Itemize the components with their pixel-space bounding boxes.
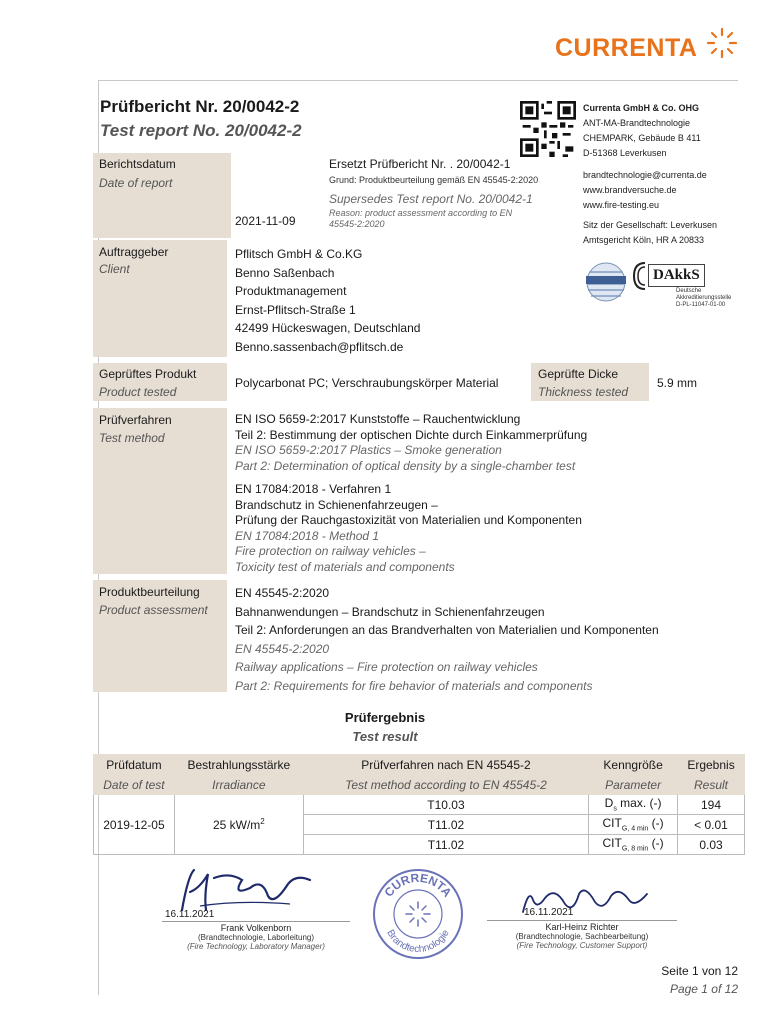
report-date-value: 2021-11-09	[235, 214, 296, 228]
assessment-label-en: Product assessment	[99, 603, 208, 617]
company-registration	[583, 218, 717, 248]
product-label-cell	[93, 363, 227, 401]
signature-left-date: 16.11.2021	[165, 909, 215, 920]
method-line-en: Part 2: Determination of optical density by a single-chamber test	[235, 458, 576, 473]
signature-left-line	[162, 921, 350, 922]
company-contact	[583, 168, 707, 213]
supersedes-reason: Grund: Produktbeurteilung gemäß EN 45545-2:2020	[329, 175, 539, 185]
assessment-text	[235, 584, 659, 695]
product-value: Polycarbonat PC; Verschraubungskörper Material	[235, 376, 499, 390]
results-table	[93, 754, 745, 855]
header-irradiance: Bestrahlungsstärke	[174, 755, 303, 775]
method-line: Prüfung der Rauchgastoxizität von Materialien und Komponenten	[235, 513, 582, 527]
company-court: Amtsgericht Köln, HR A 20833	[583, 235, 705, 245]
row-result: 0.03	[678, 835, 745, 855]
signatory-right-name: Karl-Heinz Richter	[545, 922, 619, 932]
report-date-label: Berichtsdatum	[99, 157, 176, 171]
iso-certification-icon	[582, 257, 638, 307]
method-line-en: Fire protection on railway vehicles –	[235, 544, 426, 558]
method-line: Teil 2: Bestimmung der optischen Dichte durch Einkammerprüfung	[235, 427, 588, 442]
method-label-en: Test method	[99, 431, 165, 445]
signature-right-line	[487, 920, 677, 921]
page-number: Seite 1 von 12	[661, 964, 738, 978]
row-method: T10.03	[303, 795, 588, 815]
company-building: CHEMPARK, Gebäude B 411	[583, 133, 701, 143]
report-date-label-en: Date of report	[99, 176, 173, 190]
client-line: Produktmanagement	[235, 284, 347, 298]
method-line-en: EN 17084:2018 - Method 1	[235, 528, 380, 543]
dakks-logo	[632, 258, 740, 310]
client-label: Auftraggeber	[99, 245, 169, 259]
product-label-en: Product tested	[99, 385, 177, 399]
thickness-label-cell	[531, 363, 649, 401]
svg-text:CURRENTA: CURRENTA	[381, 870, 455, 900]
signature-right-date: 16.11.2021	[524, 907, 574, 918]
company-seat: Sitz der Gesellschaft: Leverkusen	[583, 220, 718, 230]
method-label: Prüfverfahren	[99, 413, 172, 427]
table-row	[94, 795, 745, 815]
header-result: Ergebnis	[678, 755, 745, 775]
client-line: Pflitsch GmbH & Co.KG	[235, 247, 363, 261]
assessment-label-cell	[93, 580, 227, 692]
method-line-en: EN ISO 5659-2:2017 Plastics – Smoke generation	[235, 443, 502, 457]
dakks-bracket-icon	[632, 262, 646, 290]
company-seal-icon	[372, 868, 464, 960]
client-label-cell	[93, 240, 227, 357]
row-result: < 0.01	[678, 815, 745, 835]
row-method: T11.02	[303, 815, 588, 835]
signatory-left-role-en: (Fire Technology, Laboratory Manager)	[187, 942, 325, 951]
header-date: Prüfdatum	[94, 755, 175, 775]
assessment-line-en: EN 45545-2:2020	[235, 641, 330, 656]
client-label-en: Client	[99, 262, 130, 276]
signature-right-block	[487, 922, 677, 950]
report-title: Prüfbericht Nr. 20/0042-2	[100, 97, 300, 116]
company-name: Currenta GmbH & Co. OHG	[583, 103, 700, 113]
product-label: Geprüftes Produkt	[99, 367, 197, 381]
company-dept: ANT-MA-Brandtechnologie	[583, 118, 691, 128]
method-line: Brandschutz in Schienenfahrzeugen –	[235, 497, 438, 512]
assessment-line-en: Part 2: Requirements for fire behavior of materials and components	[235, 678, 593, 693]
client-address	[235, 245, 420, 356]
results-header-row	[94, 755, 745, 775]
sunburst-icon	[705, 26, 739, 60]
row-parameter: $CIT_{G, 4 min}$ (-)	[589, 815, 678, 835]
report-date-label-cell	[93, 153, 231, 238]
assessment-line: Teil 2: Anforderungen an das Brandverhalten von Materialien und Komponenten	[235, 623, 659, 637]
signature-left-block	[162, 923, 350, 951]
supersedes-reason-en-1: Reason: product assessment according to EN	[329, 208, 513, 218]
row-parameter: $CIT_{G, 8 min}$ (-)	[589, 835, 678, 855]
company-web-1[interactable]: www.brandversuche.de	[583, 185, 677, 195]
assessment-line-en: Railway applications – Fire protection on railway vehicles	[235, 660, 538, 674]
company-email[interactable]: brandtechnologie@currenta.de	[583, 170, 707, 180]
supersedes-text: Ersetzt Prüfbericht Nr. . 20/0042-1	[329, 157, 511, 171]
results-title-en: Test result	[352, 729, 418, 744]
assessment-line: EN 45545-2:2020	[235, 586, 330, 600]
company-address	[583, 101, 701, 161]
signatory-right-role: (Brandtechnologie, Sachbearbeitung)	[515, 932, 649, 941]
header-parameter: Kenngröße	[589, 755, 678, 775]
client-email[interactable]: Benno.sassenbach@pflitsch.de	[235, 339, 404, 354]
client-line: Benno Saßenbach	[235, 265, 335, 280]
row-result: 194	[678, 795, 745, 815]
company-city: D-51368 Leverkusen	[583, 148, 667, 158]
thickness-label-en: Thickness tested	[538, 385, 629, 399]
header-parameter-en: Parameter	[589, 775, 678, 795]
test-date: 2019-12-05	[94, 795, 175, 855]
dakks-name: DAkkS	[648, 264, 705, 287]
assessment-line: Bahnanwendungen – Brandschutz in Schienenfahrzeugen	[235, 604, 545, 619]
dakks-subtitle: Deutsche Akkreditierungsstelle D-PL-11047-01-00	[676, 288, 732, 308]
header-method-en: Test method according to EN 45545-2	[303, 775, 588, 795]
method-label-cell	[93, 408, 227, 574]
method-text	[235, 412, 587, 575]
header-date-en: Date of test	[94, 775, 175, 795]
page-number-en: Page 1 of 12	[669, 982, 738, 996]
signatory-right-role-en: (Fire Technology, Customer Support)	[516, 941, 648, 950]
row-method: T11.02	[303, 835, 588, 855]
row-parameter: $D_s$ max. (-)	[589, 795, 678, 815]
client-line: 42499 Hückeswagen, Deutschland	[235, 321, 421, 335]
supersedes-text-en: Supersedes Test report No. 20/0042-1	[329, 192, 533, 206]
frame-top-rule	[98, 80, 738, 81]
header-method: Prüfverfahren nach EN 45545-2	[303, 755, 588, 775]
signatory-left-role: (Brandtechnologie, Laborleitung)	[197, 933, 315, 942]
header-irradiance-en: Irradiance	[174, 775, 303, 795]
svg-text:Brandtechnologie: Brandtechnologie	[384, 928, 452, 956]
header-result-en: Result	[678, 775, 745, 795]
company-web-2[interactable]: www.fire-testing.eu	[583, 200, 660, 210]
results-title: Prüfergebnis	[344, 710, 426, 725]
irradiance-value: 25 $kW/m^2$	[174, 795, 303, 855]
qr-code-icon	[520, 101, 576, 157]
assessment-label: Produktbeurteilung	[99, 585, 200, 599]
company-logo: CURRENTA	[555, 34, 698, 62]
supersedes-reason-en-2: 45545-2:2020	[329, 219, 385, 229]
method-line: EN 17084:2018 - Verfahren 1	[235, 482, 392, 496]
thickness-value: 5.9 mm	[657, 376, 698, 390]
thickness-label: Geprüfte Dicke	[538, 367, 619, 381]
method-line: EN ISO 5659-2:2017 Kunststoffe – Rauchentwicklung	[235, 412, 521, 426]
signatory-left-name: Frank Volkenborn	[220, 923, 292, 933]
report-title-en: Test report No. 20/0042-2	[100, 121, 302, 140]
client-line: Ernst-Pflitsch-Straße 1	[235, 302, 356, 317]
method-line-en: Toxicity test of materials and components	[235, 559, 455, 574]
results-header-row-en	[94, 775, 745, 795]
